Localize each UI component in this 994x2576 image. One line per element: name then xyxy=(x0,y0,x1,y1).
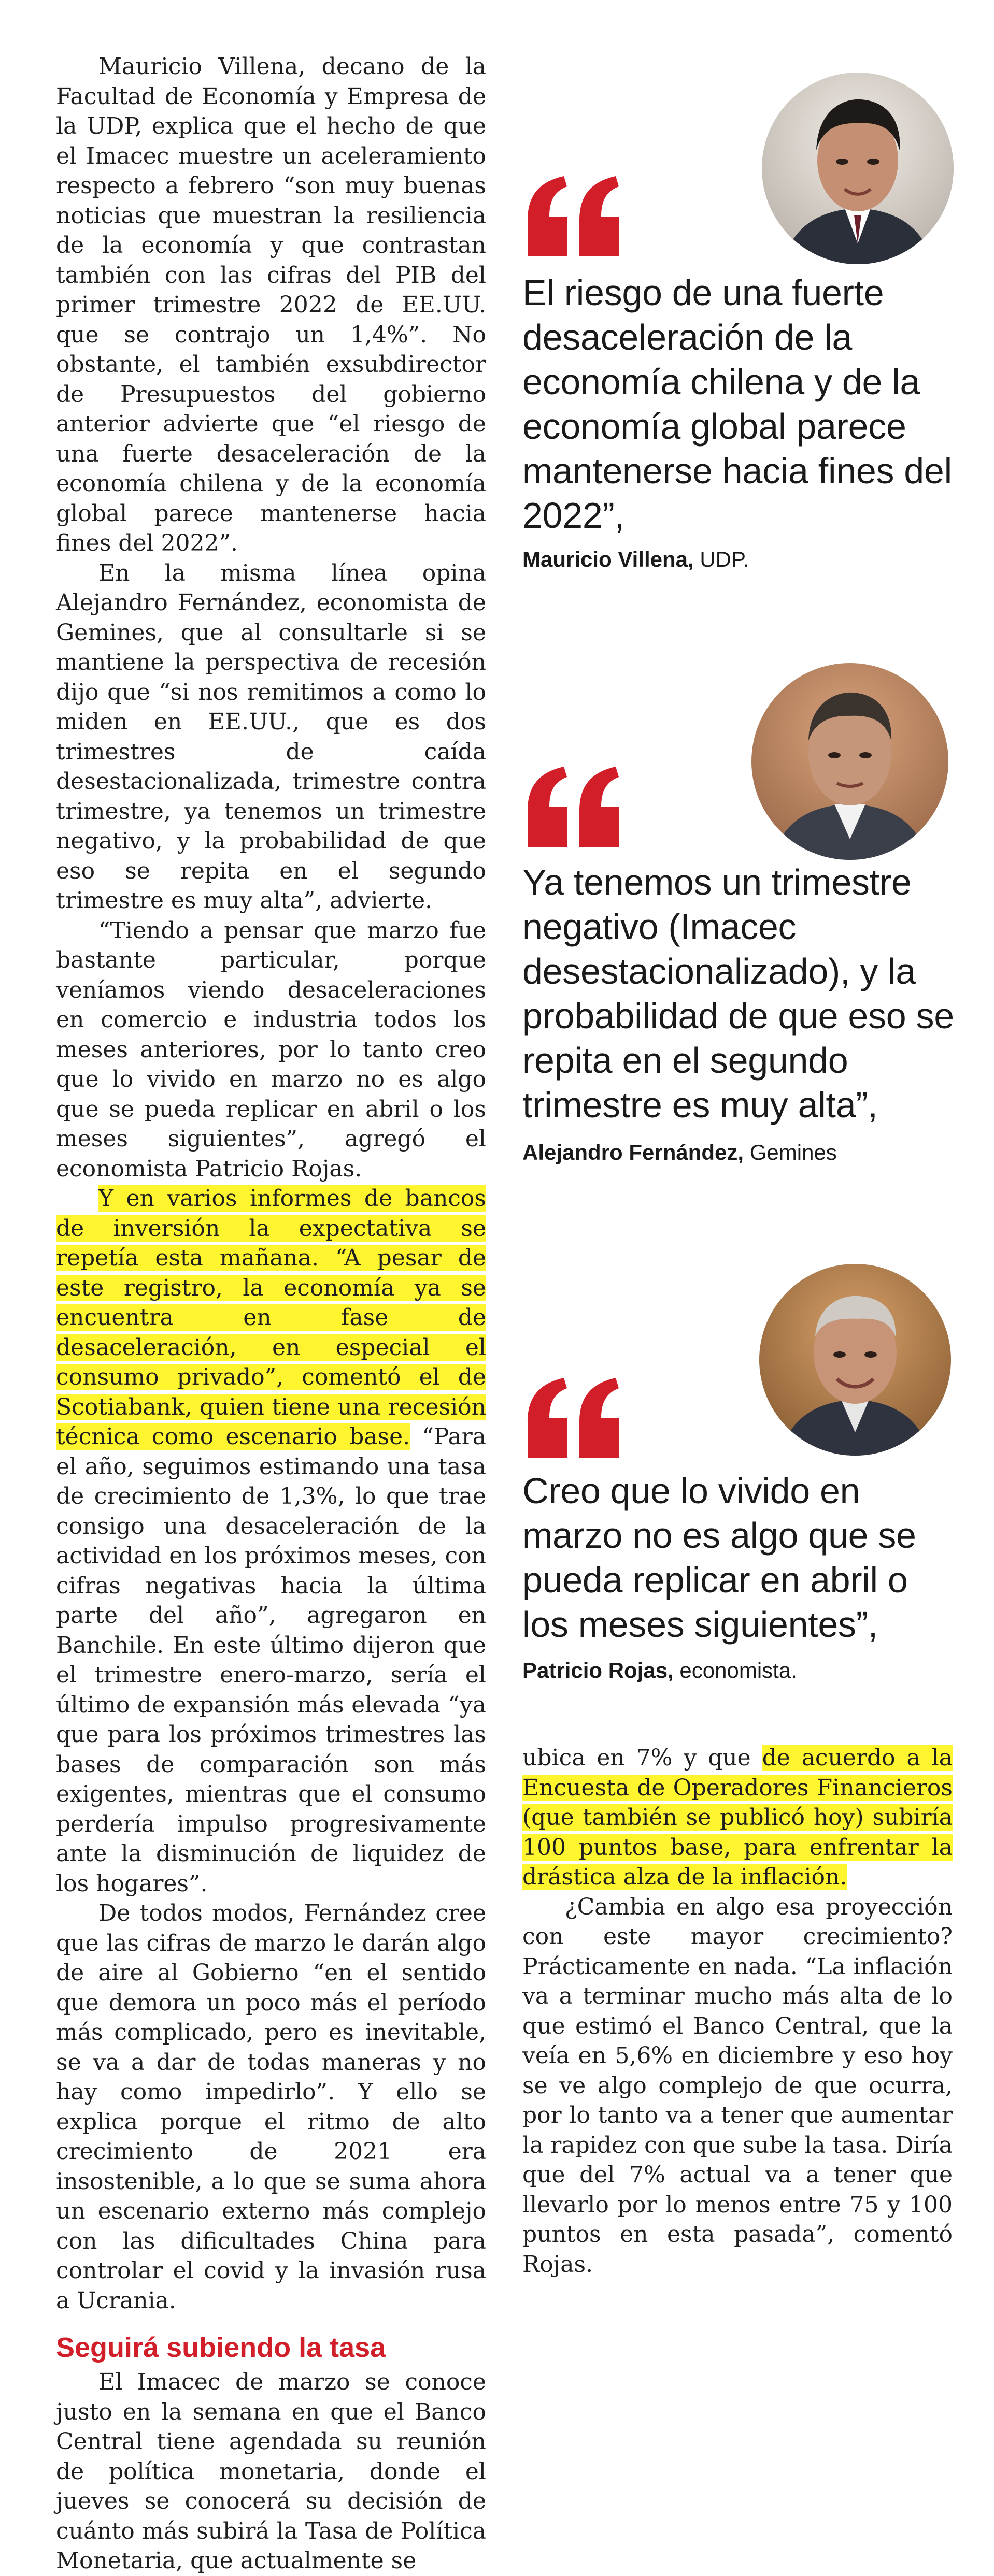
quote-text: Creo que lo vivido en marzo no es algo que se pueda replicar en abril o los meses siguientes”, xyxy=(522,1471,916,1645)
quote-affiliation: economista. xyxy=(673,1658,797,1682)
article-right-column xyxy=(522,1743,953,2279)
quote-mark-icon xyxy=(522,761,626,850)
portrait-photo-icon xyxy=(762,73,954,264)
quote-mark-icon xyxy=(522,1373,626,1461)
highlighted-text: de acuerdo a la Encuesta de Operadores Financieros (que también se publicó hoy) subiría 100 puntos base, para enfrentar la drástica alza de la inflación. xyxy=(522,1745,953,1890)
quote-author: Patricio Rojas, xyxy=(522,1658,674,1682)
paragraph-6: El Imacec de marzo se conoce justo en la semana en que el Banco Central tiene agendada su reunión de política monetaria, donde el jueves se conocerá su decisión de cuánto más subirá la Tasa de Política Monetaria, que actualmente se xyxy=(56,2369,486,2574)
paragraph-1: Mauricio Villena, decano de la Facultad de Economía y Empresa de la UDP, explica que el hecho de que el Imacec muestre un aceleramiento respecto a febrero “son muy buenas noticias que muestran la resiliencia de la economía y que contrastan también con las cifras del PIB del primer trimestre 2022 de EE.UU. que se contrajo un 1,4%”. No obstante, el también exsubdirector de Presupuestos del gobierno anterior advierte que “el riesgo de una fuerte desaceleración de la economía chilena y de la economía global parece mantenerse hacia fines del 2022”. xyxy=(56,53,486,556)
highlighted-text: Y en varios informes de bancos de inversión la expectativa se repetía esta mañana. “A pesar de este registro, la economía ya se encuentra en fase de desaceleración, en especial el consumo privado”, comentó el de Scotiabank, quien tiene una recesión técnica como escenario base. xyxy=(56,1185,486,1450)
paragraph-4-rest: “Para el año, seguimos estimando una tasa de crecimiento de 1,3%, lo que trae consigo una desaceleración de la actividad en los próximos meses, con cifras negativas hacia la última parte del año”, agregaron en Banchile. En este último dijeron que el trimestre enero-marzo, sería el último de expansión más elevada “ya que para los próximos trimestres las bases de comparación son más exigentes, mientras que el consumo perdería impulso progresivamente ante la disminución de liquidez de los hogares”. xyxy=(56,1423,486,1897)
quote-text: Ya tenemos un trimestre negativo (Imacec desestacionalizado), y la probabilidad de que eso se repita en el segundo trimestre es muy alta”, xyxy=(522,862,954,1125)
quote-attribution xyxy=(522,1658,963,1683)
quote-attribution xyxy=(522,1140,963,1165)
paragraph-6-continued xyxy=(522,1743,953,1892)
paragraph-7: ¿Cambia en algo esa proyección con este mayor crecimiento? Prácticamente en nada. “La inflación va a terminar mucho más alta de lo que estimó el Banco Central, que la veía en 5,6% en diciembre y eso hoy se ve algo complejo de que ocurra, por lo tanto va a tener que aumentar la rapidez con que sube la tasa. Diría que del 7% actual va a tener que llevarlo por lo menos entre 75 y 100 puntos en esta pasada”, comentó Rojas. xyxy=(522,1893,953,2278)
quote-text: El riesgo de una fuerte desaceleración de la economía chilena y de la economía global parece mantenerse hacia fines del 2022”, xyxy=(522,272,952,536)
paragraph-3: “Tiendo a pensar que marzo fue bastante particular, porque veníamos viendo desaceleraciones en comercio e industria todos los meses anteriores, por lo tanto creo que lo vivido en marzo no es algo que se pueda replicar en abril o los meses siguientes”, agregó el economista Patricio Rojas. xyxy=(56,917,486,1182)
quote-attribution xyxy=(522,546,963,572)
paragraph-4 xyxy=(56,1184,486,1898)
portrait-alejandro-fernandez xyxy=(751,663,948,860)
quote-mark-icon xyxy=(522,171,626,259)
portrait-photo-icon xyxy=(751,663,948,860)
paragraph-5: De todos modos, Fernández cree que las cifras de marzo le darán algo de aire al Gobierno “en el sentido que demora un poco más el período más complicado, pero es inevitable, se va a dar de todas maneras y no hay como impedirlo”. Y ello se explica porque el ritmo de alto crecimiento de 2021 era insostenible, a lo que se suma ahora un escenario externo más complejo con las dificultades China para controlar el covid y la invasión rusa a Ucrania. xyxy=(56,1900,486,2314)
quote-author: Mauricio Villena, xyxy=(522,547,694,571)
quote-affiliation: Gemines xyxy=(744,1140,837,1164)
portrait-photo-icon xyxy=(759,1264,951,1456)
portrait-patricio-rojas xyxy=(759,1264,951,1456)
paragraph-2: En la misma línea opina Alejandro Fernández, economista de Gemines, que al consultarle si se mantiene la perspectiva de recesión dijo que “si nos remitimos a como lo miden en EE.UU., que es dos trimestres de caída desestacionalizada, trimestre contra trimestre, ya tenemos un trimestre negativo, y la probabilidad de que eso se repita en el segundo trimestre es muy alta”, advierte. xyxy=(56,559,486,914)
section-subheading: Seguirá subiendo la tasa xyxy=(56,2332,386,2363)
quote-affiliation: UDP. xyxy=(693,547,749,571)
article-left-column xyxy=(56,52,486,2576)
quote-author: Alejandro Fernández, xyxy=(522,1140,744,1164)
continued-text: ubica en 7% y que xyxy=(522,1745,762,1771)
portrait-mauricio-villena xyxy=(762,73,954,264)
